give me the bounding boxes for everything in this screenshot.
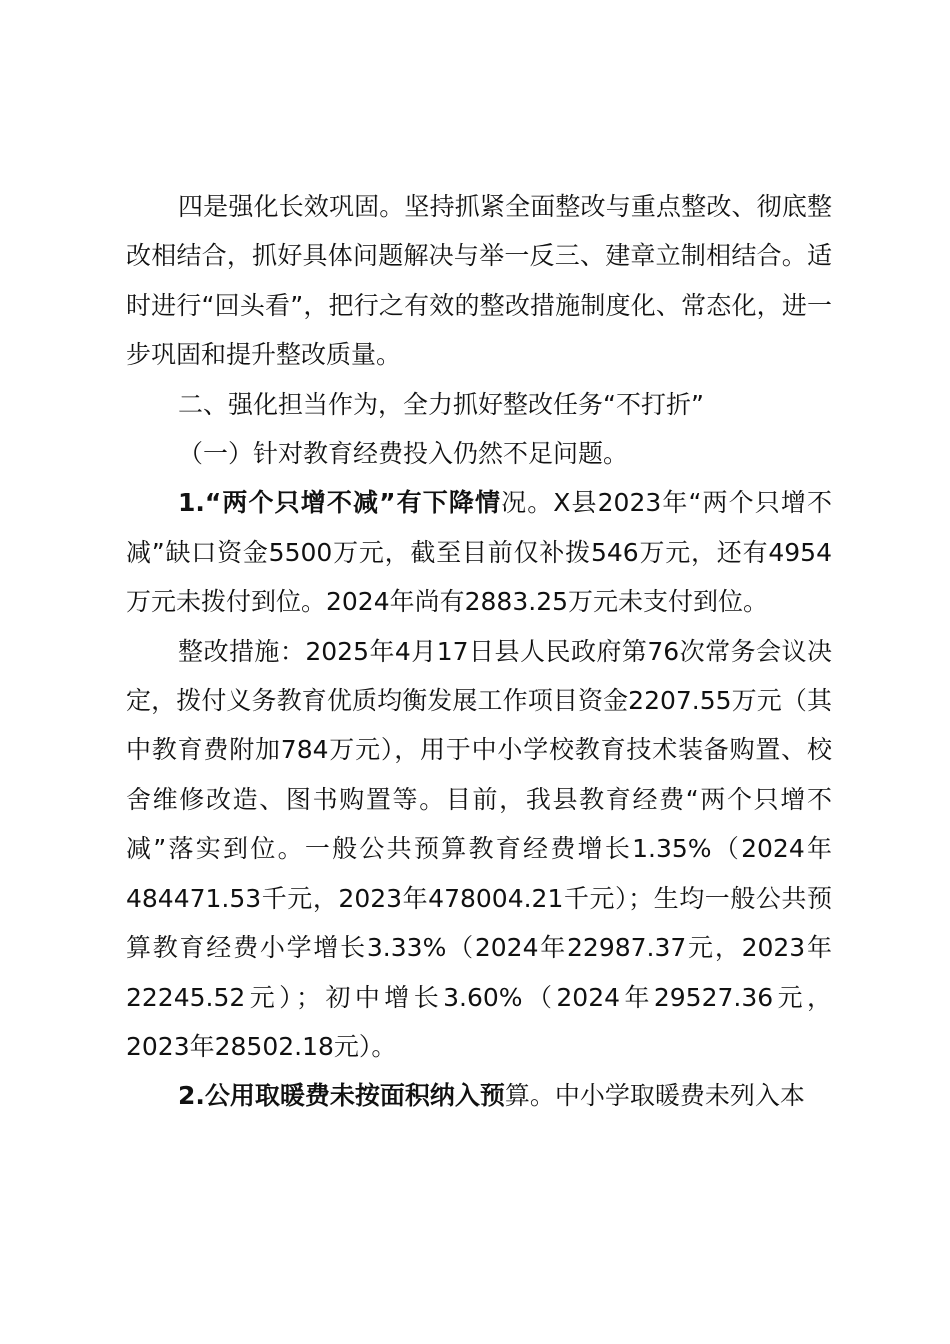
item-one-heading: 1.“两个只增不减”有下降情 — [178, 488, 502, 518]
item-two-heading: 2.公用取暖费未按面积纳入预 — [178, 1081, 505, 1111]
subsection-heading-one — [126, 429, 832, 478]
document-body — [126, 182, 832, 1121]
paragraph-text: 二、强化担当作为，全力抓好整改任务“不打折” — [178, 389, 704, 419]
item-one-paragraph — [126, 478, 832, 626]
paragraph-text: 四是强化长效巩固。坚持抓紧全面整改与重点整改、彻底整改相结合，抓好具体问题解决与举一反三、建章立制相结合。适时进行“回头看”，把行之有效的整改措施制度化、常态化，进一步巩固和提升整改质量。 — [126, 192, 832, 370]
paragraph-text: 况。X县2023年“两个只增不减”缺口资金5500万元，截至目前仅补拨546万元，还有4954万元未拨付到位。2024年尚有2883.25万元未支付到位。 — [126, 488, 832, 617]
section-heading-two — [126, 380, 832, 429]
rectification-measures-paragraph — [126, 627, 832, 1072]
paragraph-long-term-consolidation — [126, 182, 832, 380]
paragraph-text: 整改措施：2025年4月17日县人民政府第76次常务会议决定，拨付义务教育优质均衡发展工作项目资金2207.55万元（其中教育费附加784万元），用于中小学校教育技术装备购置、校舍维修改造、图书购置等。目前，我县教育经费“两个只增不减”落实到位。一般公共预算教育经费增长1.35%（2024年484471.53千元，2023年478004.21千元）；生均一般公共预算教育经费小学增长3.33%（2024年22987.37元，2023年22245.52元）；初中增长3.60%（2024年29527.36元，2023年28502.18元）。 — [126, 636, 832, 1061]
paragraph-text: 算。中小学取暖费未列入本 — [504, 1081, 805, 1111]
paragraph-text: （一）针对教育经费投入仍然不足问题。 — [178, 439, 629, 469]
item-two-paragraph — [126, 1071, 832, 1120]
